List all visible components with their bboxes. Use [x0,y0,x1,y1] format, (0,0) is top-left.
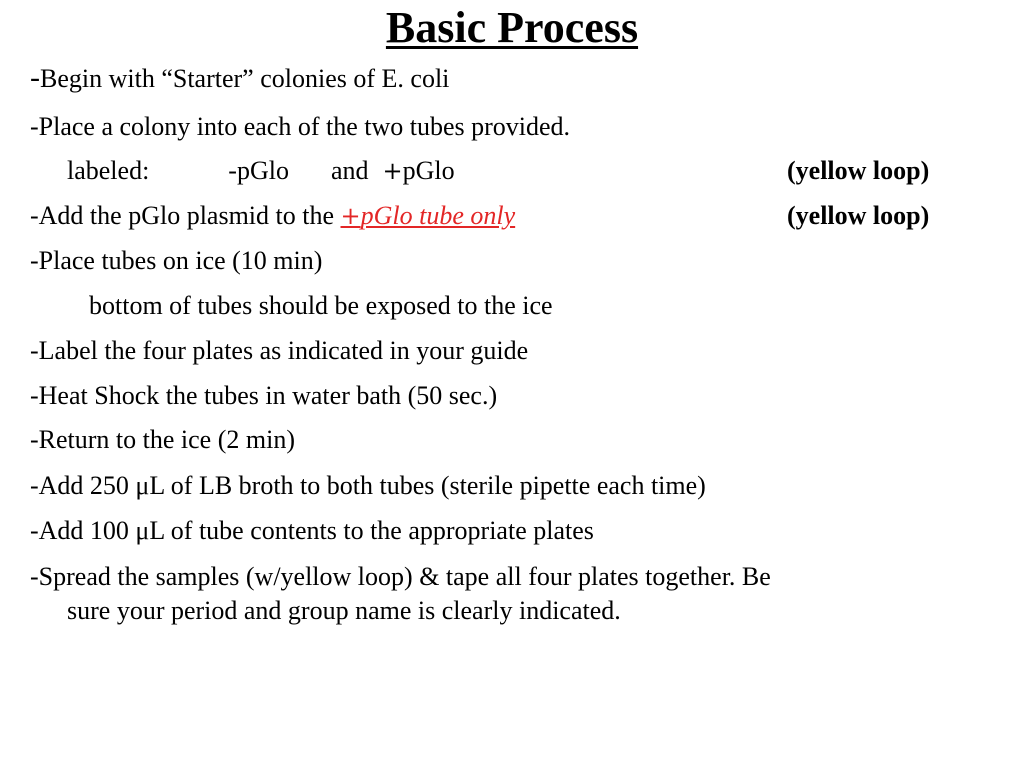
step-place-ice: -Place tubes on ice (10 min) [30,246,323,275]
highlight-plus-sign: + [340,202,361,230]
step-begin-dash: - [30,61,40,94]
labeled-plus-pglo: pGlo [402,156,455,185]
pglo-tube-only-highlight [341,201,516,230]
step-return-ice: -Return to the ice (2 min) [30,425,295,454]
step-labeled [67,155,455,187]
step-place-colony: -Place a colony into each of the two tubes provided. [30,112,571,141]
step-add-plasmid [30,200,515,232]
step-add-contents: -Add 100 μL of tube contents to the appropriate plates [30,516,594,545]
slide-title: Basic Process [385,3,639,52]
step-begin [30,62,449,95]
highlight-text: pGlo tube only [360,201,516,230]
step-add-lb-broth: -Add 250 μL of LB broth to both tubes (sterile pipette each time) [30,471,706,500]
step-spread-line2: sure your period and group name is clearly indicated. [67,596,621,625]
labeled-plus-sign: + [382,157,403,185]
step-label-plates: -Label the four plates as indicated in your guide [30,336,529,365]
labeled-and: and [330,156,369,185]
plasmid-yellow-loop-callout: (yellow loop) [787,201,930,230]
labeled-yellow-loop-callout: (yellow loop) [787,156,930,185]
add-plasmid-text: -Add the pGlo plasmid to the [30,201,341,230]
labeled-prefix: labeled: [67,156,150,185]
labeled-minus-pglo: -pGlo [228,156,289,185]
step-spread-line1: -Spread the samples (w/yellow loop) & tape all four plates together. Be [30,562,771,591]
step-place-ice-note: bottom of tubes should be exposed to the ice [89,291,553,320]
step-begin-text: Begin with “Starter” colonies of E. coli [40,64,450,93]
step-heat-shock: -Heat Shock the tubes in water bath (50 sec.) [30,381,498,410]
